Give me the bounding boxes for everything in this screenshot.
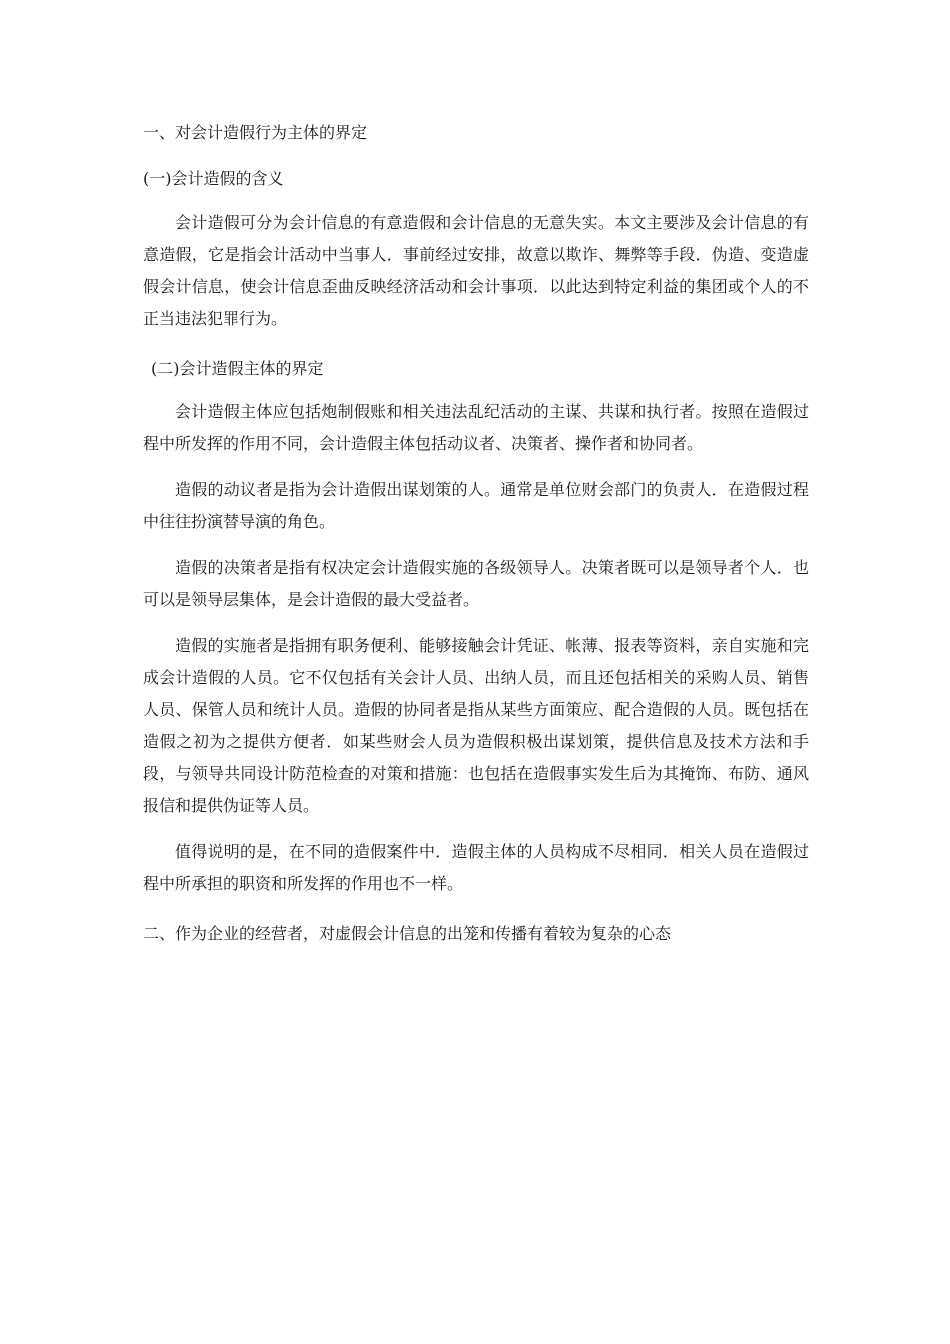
subheading-2: (二)会计造假主体的界定 xyxy=(151,359,324,378)
paragraph-6: 值得说明的是，在不同的造假案件中．造假主体的人员构成不尽相同．相关人员在造假过程中所承担的职资和所发挥的作用也不一样。 xyxy=(143,842,809,893)
subheading-1: (一)会计造假的含义 xyxy=(143,169,284,188)
paragraph-2: 会计造假主体应包括炮制假账和相关违法乱纪活动的主谋、共谋和执行者。按照在造假过程中所发挥的作用不同，会计造假主体包括动议者、决策者、操作者和协同者。 xyxy=(143,402,809,453)
document-body xyxy=(143,121,809,946)
paragraph-4: 造假的决策者是指有权决定会计造假实施的各级领导人。决策者既可以是领导者个人．也可以是领导层集体，是会计造假的最大受益者。 xyxy=(143,558,809,609)
paragraph-1: 会计造假可分为会计信息的有意造假和会计信息的无意失实。本文主要涉及会计信息的有意造假，它是指会计活动中当事人．事前经过安排，故意以欺诈、舞弊等手段．伪造、变造虚假会计信息，使会计信息歪曲反映经济活动和会计事项．以此达到特定利益的集团或个人的不正当违法犯罪行为。 xyxy=(143,213,809,328)
paragraph-3: 造假的动议者是指为会计造假出谋划策的人。通常是单位财会部门的负责人．在造假过程中往往扮演替导演的角色。 xyxy=(143,480,809,531)
paragraph-5: 造假的实施者是指拥有职务便利、能够接触会计凭证、帐薄、报表等资料，亲自实施和完成会计造假的人员。它不仅包括有关会计人员、出纳人员，而且还包括相关的采购人员、销售人员、保管人员和统计人员。造假的协同者是指从某些方面策应、配合造假的人员。既包括在造假之初为之提供方便者．如某些财会人员为造假积极出谋划策，提供信息及技术方法和手段，与领导共同设计防范检查的对策和措施：也包括在造假事实发生后为其掩饰、布防、通风报信和提供伪证等人员。 xyxy=(143,636,809,815)
section-heading-2: 二、作为企业的经营者，对虚假会计信息的出笼和传播有着较为复杂的心态 xyxy=(143,924,672,943)
section-heading-1: 一、对会计造假行为主体的界定 xyxy=(143,123,368,142)
